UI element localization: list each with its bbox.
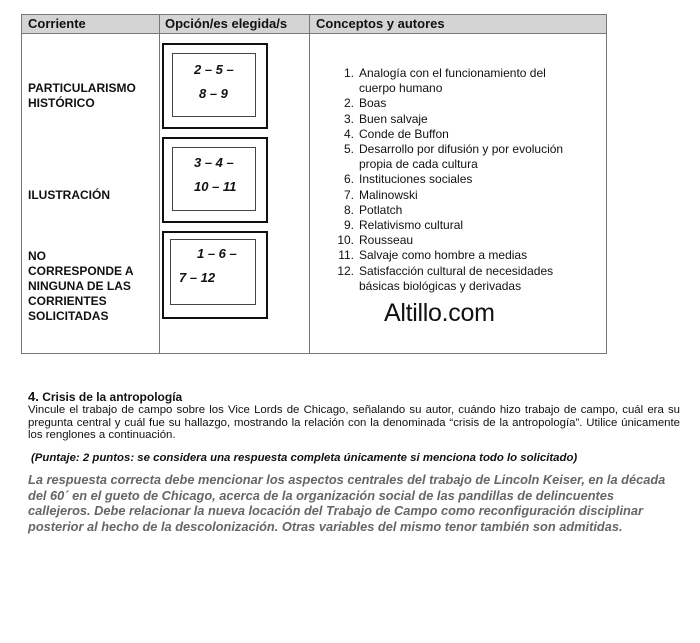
concept-number: 8.: [343, 202, 354, 217]
concept-text: Salvaje como hombre a medias: [359, 248, 528, 263]
concept-number: 7.: [343, 187, 354, 202]
answer-box-no-corresponde: 1 – 6 – 7 – 12: [170, 239, 256, 305]
concept-text: propia de cada cultura: [359, 157, 478, 172]
section-title: Crisis de la antropología: [42, 390, 183, 404]
concept-item: [330, 203, 563, 218]
concept-item: [330, 142, 563, 172]
concept-text: Conde de Buffon: [359, 126, 449, 141]
current-particularismo: PARTICULARISMO HISTÓRICO: [28, 81, 136, 110]
concept-number: 2.: [343, 96, 354, 111]
concept-item: [330, 96, 563, 111]
concept-item: [330, 264, 563, 294]
concept-number: 6.: [343, 172, 354, 187]
concept-text: Instituciones sociales: [359, 172, 473, 187]
concept-number: 4.: [343, 126, 354, 141]
current-no-corresponde: NO CORRESPONDE A NINGUNA DE LAS CORRIENTES SOLICITADAS: [28, 249, 134, 323]
column-divider: [159, 15, 160, 353]
concept-item: [330, 112, 563, 127]
header-conceptos: Conceptos y autores: [316, 16, 445, 31]
concept-number: 9.: [343, 218, 354, 233]
section-4-instructions: Vincule el trabajo de campo sobre los Vice Lords de Chicago, señalando su autor, cuándo hizo trabajo de campo, cuál era su pregunta central y cuál fue su hallazgo, mostrando la relación con la denominada “crisis de la antropología”. Utilice únicamente los renglones a continuación.: [28, 404, 680, 442]
concept-text: Rousseau: [359, 233, 414, 248]
concept-number: 10.: [337, 233, 354, 248]
concept-item: [330, 188, 563, 203]
concept-item: [330, 248, 563, 263]
concepts-list: [330, 66, 563, 294]
answer-box-particularismo: 2 – 5 – 8 – 9: [172, 53, 256, 117]
column-divider: [309, 15, 310, 353]
header-corriente: Corriente: [28, 16, 86, 31]
section-number: 4.: [28, 389, 39, 404]
concept-text: Potlatch: [359, 202, 403, 217]
current-ilustracion: ILUSTRACIÓN: [28, 188, 110, 202]
header-opciones: Opción/es elegida/s: [165, 16, 288, 31]
concept-text: Malinowski: [359, 187, 418, 202]
concept-number: 3.: [343, 111, 354, 126]
concept-item: [330, 218, 563, 233]
concept-text: básicas biológicas y derivadas: [359, 278, 522, 293]
watermark-text: Altillo.com: [384, 299, 495, 327]
concept-text: Buen salvaje: [359, 111, 428, 126]
concept-text: cuerpo humano: [359, 81, 443, 96]
concept-number: 1.: [343, 66, 354, 80]
table-header: [22, 15, 606, 34]
section-4-heading: [28, 389, 680, 404]
section-4-score: (Puntaje: 2 puntos: se considera una respuesta completa únicamente si menciona todo lo solicitado): [31, 452, 578, 464]
concept-item: [330, 172, 563, 187]
concept-item: [330, 66, 563, 96]
concept-text: Satisfacción cultural de necesidades: [359, 263, 554, 278]
concept-item: [330, 233, 563, 248]
concept-number: 11.: [338, 248, 354, 263]
concept-text: Analogía con el funcionamiento del: [359, 66, 546, 80]
concept-number: 12.: [337, 263, 354, 278]
section-4-answer: La respuesta correcta debe mencionar los aspectos centrales del trabajo de Lincoln Keiser, en la década del 60´ en el gueto de Chicago, acerca de la organización social de las pandillas de delincuentes callejeros. Debe relacionar la nueva locación del Trabajo de Campo como reconfiguración disciplinar posterior al hecho de la descolonización. Otras variables del mismo tenor también son admitidas.: [28, 472, 666, 534]
concept-text: Relativismo cultural: [359, 218, 464, 233]
concept-text: Boas: [359, 96, 387, 111]
concept-item: [330, 127, 563, 142]
answer-box-ilustracion: 3 – 4 – 10 – 11: [172, 147, 256, 211]
currents-table: [21, 14, 607, 354]
concept-text: Desarrollo por difusión y por evolución: [359, 142, 564, 157]
concept-number: 5.: [343, 142, 354, 157]
